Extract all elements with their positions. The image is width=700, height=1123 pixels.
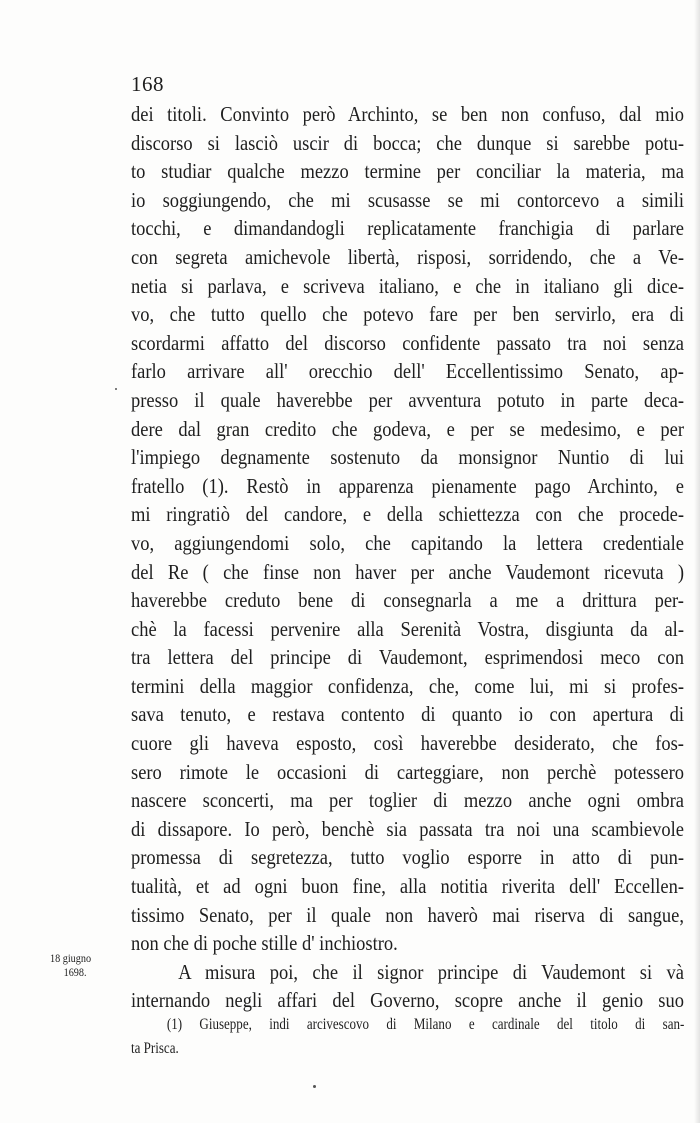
text-line: di dissapore. Io però, benchè sia passata tra noi una scambievole [131,816,684,841]
text-line: termini della maggior confidenza, che, come lui, mi si profes- [131,673,684,698]
body-text [131,100,684,1015]
page-number: 168 [131,72,164,96]
text-line: cuore gli haveva esposto, così haverebbe desiderato, che fos- [131,731,684,756]
text-line: haverebbe creduto bene di consegnarla a me a drittura per- [131,588,684,613]
text-line: chè la facessi pervenire alla Serenità Vostra, disgiunta da al- [131,616,684,641]
text-line: vo, aggiungendomi solo, che capitando la lettera credentiale [131,530,684,555]
text-line: presso il quale haverebbe per avventura potuto in parte deca- [131,387,684,412]
text-line: tualità, et ad ogni buon fine, alla notitia riverita dell' Eccellen- [131,874,684,899]
ink-speck [313,1085,316,1088]
text-line: tissimo Senato, per il quale non haverò mai riserva di sangue, [131,902,684,927]
text-line: mi ringratiò del candore, e della schiettezza con che procede- [131,502,684,527]
margin-year: 1698. [63,965,87,979]
ink-speck [115,388,117,390]
text-line: tra lettera del principe di Vaudemont, esprimendosi meco con [131,645,684,670]
text-line: vo, che tutto quello che potevo fare per ben servirlo, era di [131,302,684,327]
text-line: nascere sconcerti, ma per toglier di mezzo anche ogni ombra [131,788,684,813]
margin-date: 18 giugno [50,951,92,965]
text-line: netia si parlava, e scriveva italiano, e che in italiano gli dice- [131,273,684,298]
text-line: tocchi, e dimandandogli replicatamente franchigia di parlare [131,216,684,241]
text-line: l'impiego degnamente sostenuto da monsignor Nuntio di lui [131,445,684,470]
text-line: dere dal gran credito che godeva, e per se medesimo, e per [131,416,684,441]
text-line: io soggiungendo, che mi scusasse se mi contorcevo a simili [131,187,684,212]
text-line: internando negli affari del Governo, scopre anche il genio suo [131,988,684,1013]
footnote-line: (1) Giuseppe, indi arcivescovo di Milano e cardinale del titolo di san- [166,1016,685,1033]
text-line: con segreta amichevole libertà, risposi, sorridendo, che a Ve- [131,244,684,269]
text-line: dei titoli. Convinto però Archinto, se ben non confuso, dal mio [131,102,684,126]
text-line: scordarmi affatto del discorso confidente passato tra noi senza [131,330,684,355]
text-line: farlo arrivare all' orecchio dell' Eccellentissimo Senato, ap- [131,359,684,384]
text-line: del Re ( che finse non haver per anche Vaudemont ricevuta ) [131,559,684,584]
footnote [131,1013,685,1061]
text-line: non che di poche stille d' inchiostro. [131,931,398,956]
text-line: sava tenuto, e restava contento di quanto io con apertura di [131,702,684,727]
margin-date-note [50,951,91,979]
text-line: promessa di segretezza, tutto voglio esporre in atto di pun- [131,845,684,870]
text-line: to studiar qualche mezzo termine per conciliar la materia, ma [131,159,684,184]
footnote-line: ta Prisca. [131,1040,179,1057]
text-line: sero rimote le occasioni di carteggiare, non perchè potessero [131,759,684,784]
page-edge-shadow [694,0,700,1123]
text-line: fratello (1). Restò in apparenza pienamente pago Archinto, e [131,473,684,498]
text-line: A misura poi, che il signor principe di Vaudemont si và [178,959,684,984]
text-line: discorso si lasciò uscir di bocca; che dunque si sarebbe potu- [131,130,684,155]
